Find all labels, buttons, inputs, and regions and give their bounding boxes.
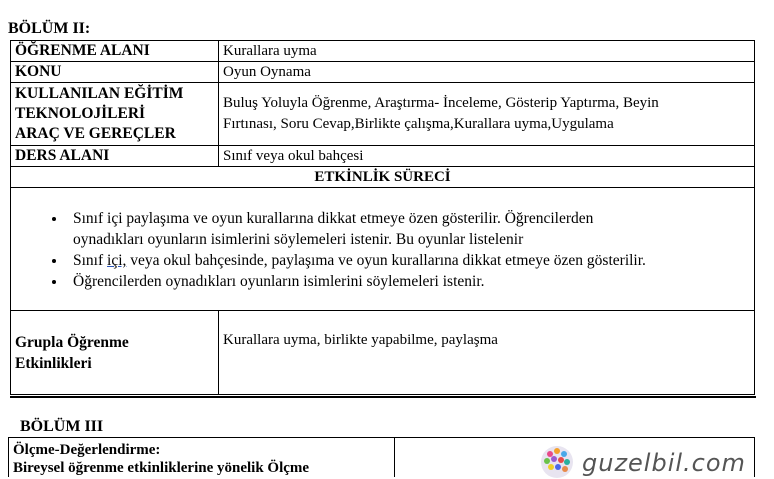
group-learning-label bbox=[11, 311, 219, 395]
technologies-label-line: KULLANILAN EĞİTİM bbox=[15, 85, 184, 102]
section-divider bbox=[10, 396, 756, 398]
lesson-plan-table bbox=[10, 40, 755, 395]
topic-value: Oyun Oynama bbox=[219, 62, 755, 83]
table-row bbox=[11, 167, 755, 188]
table-row bbox=[11, 41, 755, 62]
activity-text: Sınıf içi paylaşıma ve oyun kurallarına dikkat etmeye özen gösterilir. Öğrencilerden bbox=[73, 210, 594, 227]
technologies-label-line: ARAÇ VE GEREÇLER bbox=[15, 125, 176, 142]
group-value-text: Kurallara uyma, birlikte yapabilme, paylaşma bbox=[223, 332, 498, 348]
technologies-value-line: Fırtınası, Soru Cevap,Birlikte çalışma,Kurallara uyma,Uygulama bbox=[223, 116, 614, 132]
technologies-value bbox=[219, 83, 755, 146]
table-row bbox=[11, 311, 755, 395]
section-2-title: BÖLÜM II: bbox=[8, 20, 91, 37]
section-3-title: BÖLÜM III bbox=[20, 418, 104, 435]
activity-text: Öğrencilerden oynadıkları oyunların isimlerini söylemeleri istenir. bbox=[73, 273, 485, 290]
group-label-line: Etkinlikleri bbox=[15, 354, 92, 372]
activity-text: veya okul bahçesinde, paylaşıma ve oyun kurallarına dikkat etmeye özen gösterilir. bbox=[126, 252, 646, 269]
topic-label: KONU bbox=[11, 62, 219, 83]
technologies-label-line: TEKNOLOJİLERİ bbox=[15, 105, 146, 122]
table-row bbox=[11, 188, 755, 311]
list-item bbox=[67, 208, 750, 250]
activity-list bbox=[15, 208, 750, 292]
table-row bbox=[11, 62, 755, 83]
activity-text-underlined: içi, bbox=[107, 252, 127, 269]
logo-text: guzelbil.com bbox=[582, 449, 746, 477]
evaluation-label-line: Bireysel öğrenme etkinliklerine yönelik Ölçme bbox=[13, 460, 310, 476]
learning-area-value: Kurallara uyma bbox=[219, 41, 755, 62]
technologies-label bbox=[11, 83, 219, 146]
column-divider bbox=[394, 438, 395, 477]
list-item bbox=[67, 250, 750, 271]
course-area-label: DERS ALANI bbox=[11, 146, 219, 167]
activity-process-title: ETKİNLİK SÜRECİ bbox=[11, 167, 755, 188]
evaluation-label-line: Ölçme-Değerlendirme: bbox=[13, 442, 161, 458]
group-learning-value bbox=[219, 311, 755, 395]
activity-text: Sınıf bbox=[73, 252, 108, 269]
activity-list-cell bbox=[11, 188, 755, 311]
activity-text: oynadıkları oyunların isimlerini söylemeleri istenir. Bu oyunlar listelenir bbox=[73, 231, 524, 248]
group-label-line: Grupla Öğrenme bbox=[15, 333, 129, 351]
table-row bbox=[11, 83, 755, 146]
logo-ball-icon bbox=[540, 445, 574, 479]
evaluation-label bbox=[13, 441, 309, 477]
course-area-value: Sınıf veya okul bahçesi bbox=[219, 146, 755, 167]
table-row bbox=[11, 146, 755, 167]
technologies-value-line: Buluş Yoluyla Öğrenme, Araştırma- İnceleme, Gösterip Yaptırma, Beyin bbox=[223, 95, 659, 111]
list-item bbox=[67, 271, 750, 292]
learning-area-label: ÖĞRENME ALANI bbox=[11, 41, 219, 62]
